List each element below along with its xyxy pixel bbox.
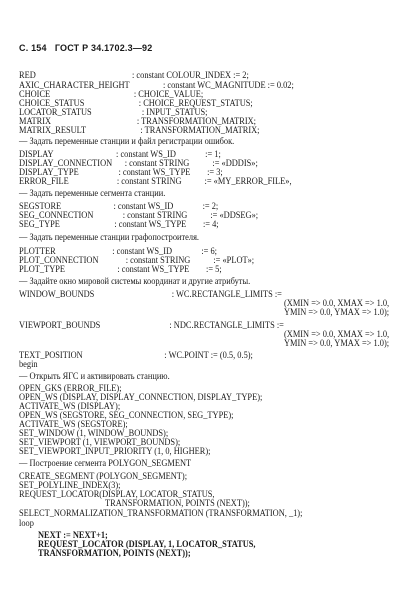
code-line: PLOT_TYPE : constant WS_TYPE := 5; [19, 264, 222, 274]
code-line: MATRIX : TRANSFORMATION_MATRIX; [19, 116, 257, 126]
code-line: MATRIX_RESULT : TRANSFORMATION_MATRIX; [19, 125, 260, 135]
code-line: SELECT_NORMALIZATION_TRANSFORMATION (TRANSFORMATION, _1); [19, 508, 303, 518]
code-line: SEG_TYPE : constant WS_TYPE := 4; [19, 219, 219, 229]
code-line: REQUEST_LOCATOR (DISPLAY, 1, LOCATOR_STATUS, [38, 539, 256, 549]
code-line: SEGSTORE : constant WS_ID := 2; [19, 201, 219, 211]
code-line: ACTIVATE_WS (SEGSTORE); [19, 419, 128, 429]
page-header [19, 43, 152, 53]
section-comment: — Задать переменные станции графопостроителя. [19, 232, 200, 242]
code-line: TRANSFORMATION, POINTS (NEXT)); [105, 498, 250, 508]
code-line: OPEN_WS (DISPLAY, DISPLAY_CONNECTION, DISPLAY_TYPE); [19, 392, 263, 402]
code-line: PLOTTER : constant WS_ID := 6; [19, 246, 218, 256]
code-line: YMIN => 0.0, YMAX => 1.0); [284, 338, 390, 348]
code-line: loop [19, 518, 34, 528]
code-line: SEG_CONNECTION : constant STRING := «DDSEG»; [19, 210, 259, 220]
code-line: NEXT := NEXT+1; [38, 530, 108, 540]
code-line: OPEN_WS (SEGSTORE, SEG_CONNECTION, SEG_TYPE); [19, 410, 234, 420]
code-line: WINDOW_BOUNDS : WC.RECTANGLE_LIMITS := [19, 289, 282, 299]
code-line: DISPLAY_CONNECTION : constant STRING := «DDDIS»; [19, 158, 258, 168]
section-comment: — Построение сегмента POLYGON_SEGMENT [19, 458, 192, 468]
section-comment: — Открыть ЯГС и активировать станцию. [19, 371, 170, 381]
code-line: SET_VIEWPORT (1, VIEWPORT_BOUNDS); [19, 437, 181, 447]
code-line: REQUEST_LOCATOR(DISPLAY, LOCATOR_STATUS, [19, 489, 215, 499]
page-number: С. 154 [19, 43, 47, 53]
code-line: LOCATOR_STATUS : INPUT_STATUS; [19, 107, 208, 117]
code-line: TRANSFORMATION, POINTS (NEXT)); [38, 548, 191, 558]
section-comment: — Задать переменные сегмента станции. [19, 188, 166, 198]
code-line: OPEN_GKS (ERROR_FILE); [19, 383, 122, 393]
code-line: CHOICE : CHOICE_VALUE; [19, 89, 204, 99]
code-line: begin [19, 359, 38, 369]
section-comment: — Задайте окно мировой системы координат и другие атрибуты. [19, 276, 251, 286]
code-line: (XMIN => 0.0, XMAX => 1.0, [284, 298, 390, 308]
code-line: SET_POLYLINE_INDEX(3); [19, 480, 121, 490]
code-line: YMIN => 0.0, YMAX => 1.0); [284, 307, 390, 317]
code-line: PLOT_CONNECTION : constant STRING := «PLOT»; [19, 255, 255, 265]
code-line: CREATE_SEGMENT (POLYGON_SEGMENT); [19, 471, 188, 481]
section-comment: — Задать переменные станции и файл регистрации ошибок. [19, 136, 235, 146]
code-line: TEXT_POSITION : WC.POINT := (0.5, 0.5); [19, 350, 253, 360]
code-line: DISPLAY : constant WS_ID := 1; [19, 149, 221, 159]
standard-title: ГОСТ Р 34.1702.3—92 [54, 43, 153, 53]
code-line: CHOICE_STATUS : CHOICE_REQUEST_STATUS; [19, 98, 253, 108]
code-line: SET_VIEWPORT_INPUT_PRIORITY (1, 0, HIGHER); [19, 446, 211, 456]
code-line: RED : constant COLOUR_INDEX := 2; [19, 70, 249, 80]
code-line: VIEWPORT_BOUNDS : NDC.RECTANGLE_LIMITS := [19, 320, 284, 330]
code-line: SET_WINDOW (1, WINDOW_BOUNDS); [19, 428, 169, 438]
code-line: (XMIN => 0.0, XMAX => 1.0, [284, 329, 390, 339]
code-line: ERROR_FILE : constant STRING := «MY_ERROR_FILE», [19, 176, 292, 186]
code-line: AXIC_CHARACTER_HEIGHT : constant WC_MAGNITUDE := 0.02; [19, 80, 294, 90]
code-line: DISPLAY_TYPE : constant WS_TYPE := 3; [19, 167, 223, 177]
code-line: ACTIVATE_WS (DISPLAY); [19, 401, 121, 411]
